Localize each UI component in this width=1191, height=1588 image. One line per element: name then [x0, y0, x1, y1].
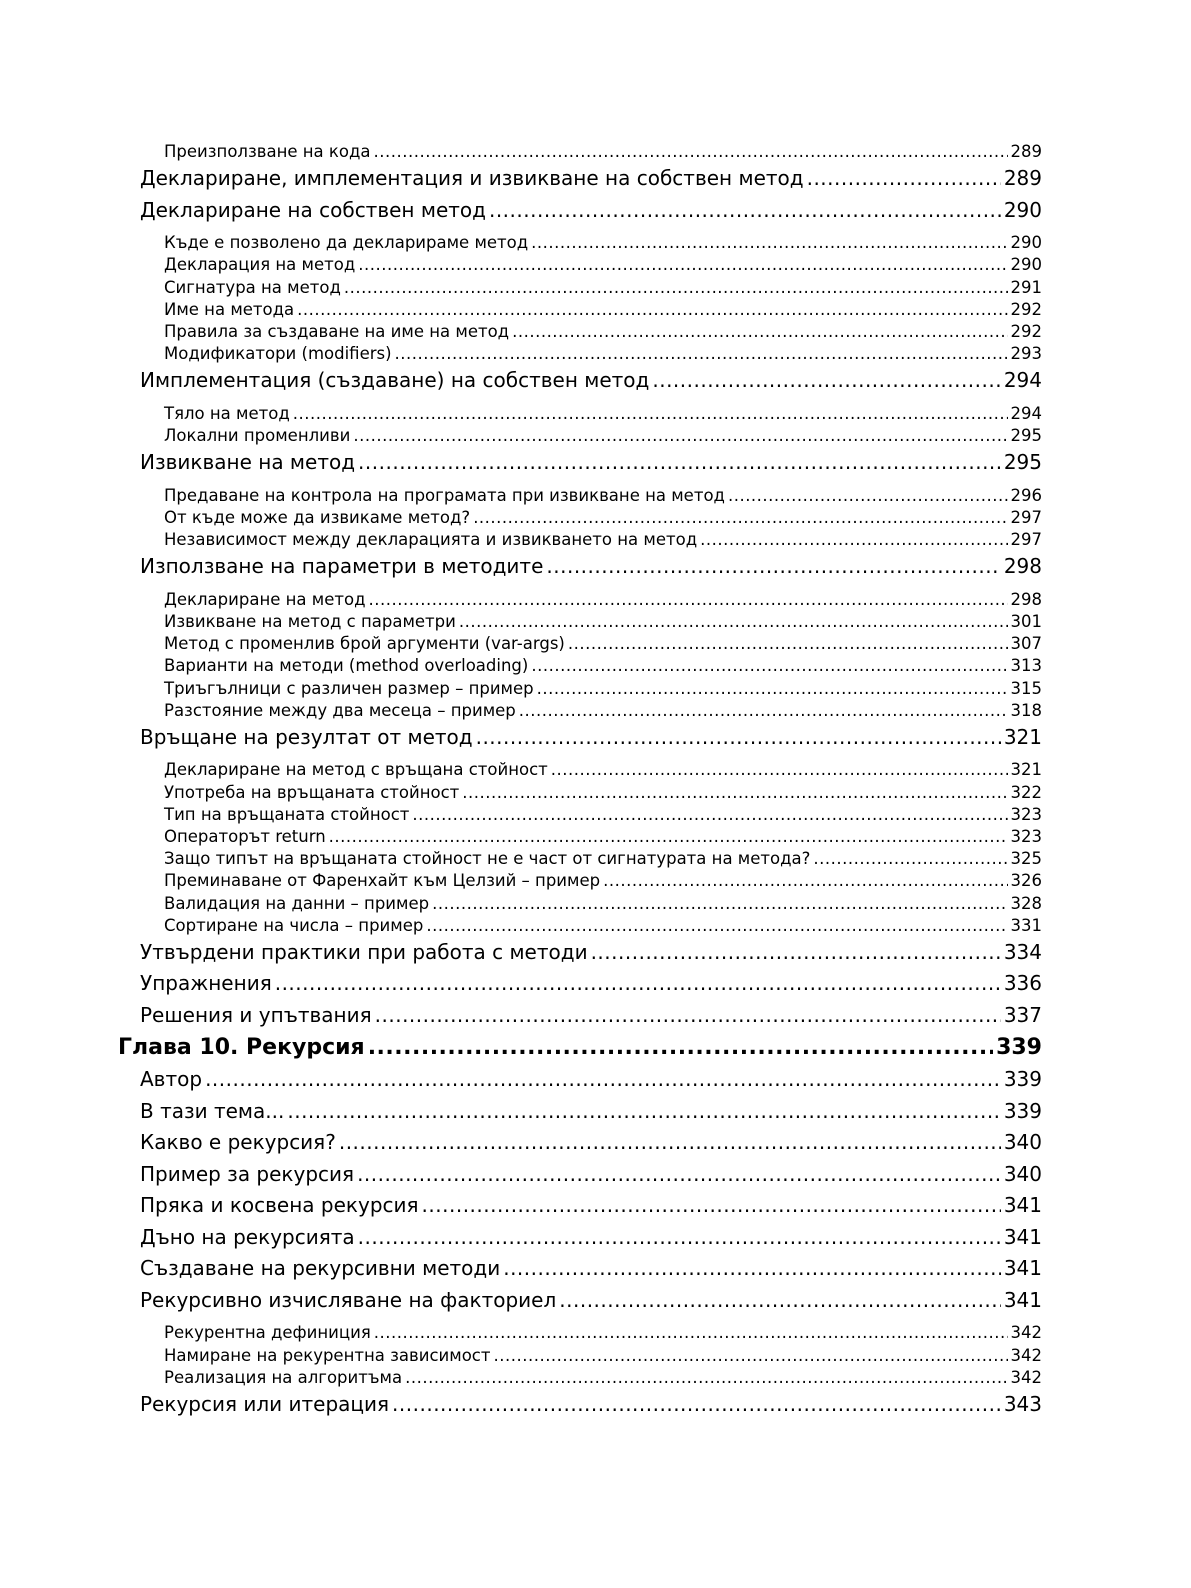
toc-entry-title: Операторът return	[164, 826, 326, 846]
toc-leader-dots	[344, 277, 1008, 299]
toc-entry-title: Дъно на рекурсията	[140, 1224, 355, 1249]
toc-entry[interactable]	[118, 1322, 1042, 1344]
toc-entry-title: Тип на връщаната стойност	[164, 804, 410, 824]
toc-entry-page: 290	[1010, 233, 1042, 253]
toc-entry-title: Рекурентна дефиниция	[164, 1323, 371, 1343]
toc-entry-page: 323	[1010, 804, 1042, 824]
toc-entry[interactable]	[118, 529, 1042, 551]
toc-entry[interactable]	[118, 870, 1042, 892]
toc-leader-dots	[395, 343, 1008, 365]
toc-entry[interactable]	[118, 321, 1042, 343]
toc-leader-dots	[462, 782, 1007, 804]
toc-entry[interactable]	[118, 1127, 1042, 1159]
toc-entry-page: 343	[1003, 1391, 1042, 1416]
toc-entry[interactable]	[118, 163, 1042, 195]
toc-entry-title: Пример за рекурсия	[140, 1161, 355, 1186]
toc-entry-page: 289	[1003, 166, 1042, 191]
toc-leader-dots	[329, 826, 1008, 848]
toc-entry[interactable]	[118, 937, 1042, 969]
toc-entry-page: 290	[1003, 197, 1042, 222]
toc-entry-page: 341	[1003, 1256, 1042, 1281]
toc-entry-title: Намиране на рекурентна зависимост	[164, 1345, 491, 1365]
toc-leader-dots	[603, 870, 1007, 892]
toc-entry-page: 291	[1010, 277, 1042, 297]
toc-entry-title: Създаване на рекурсивни методи	[140, 1256, 501, 1281]
toc-leader-dots	[531, 655, 1007, 677]
toc-entry-title: Къде е позволено да декларираме метод	[164, 233, 529, 253]
toc-entry-page: 340	[1003, 1130, 1042, 1155]
toc-leader-dots	[426, 915, 1007, 937]
toc-entry-page: 290	[1010, 255, 1042, 275]
toc-entry[interactable]	[118, 1096, 1042, 1128]
toc-entry-page: 323	[1010, 826, 1042, 846]
toc-leader-dots	[473, 507, 1007, 529]
toc-entry[interactable]	[118, 782, 1042, 804]
toc-entry-page: 321	[1010, 760, 1042, 780]
toc-entry[interactable]	[118, 1222, 1042, 1254]
toc-entry[interactable]	[118, 589, 1042, 611]
toc-entry-page: 322	[1010, 782, 1042, 802]
toc-entry-title: От къде може да извикаме метод?	[164, 507, 471, 527]
toc-entry-title: Декларация на метод	[164, 255, 356, 275]
toc-entry-title: Автор	[140, 1067, 203, 1092]
toc-entry-title: Преизползване на кода	[164, 142, 371, 161]
toc-entry[interactable]	[118, 343, 1042, 365]
toc-entry[interactable]	[118, 365, 1042, 397]
toc-entry[interactable]	[118, 254, 1042, 276]
toc-entry-page: 337	[1003, 1002, 1042, 1027]
toc-entry-page: 297	[1010, 507, 1042, 527]
toc-entry-title: Варианти на методи (method overloading)	[164, 656, 529, 676]
toc-entry-title: Деклариране, имплементация и извикване на собствен метод	[140, 166, 804, 191]
toc-entry-page: 313	[1010, 656, 1042, 676]
toc-entry-title: Независимост между декларацията и извикването на метод	[164, 530, 698, 550]
toc-entry[interactable]	[118, 759, 1042, 781]
toc-entry[interactable]	[118, 1064, 1042, 1096]
toc-entry-page: 339	[1003, 1098, 1042, 1123]
toc-entry-title: Реализация на алгоритъма	[164, 1367, 403, 1387]
toc-entry[interactable]	[118, 507, 1042, 529]
toc-entry-title: Име на метода	[164, 299, 295, 319]
toc-entry-title: Използване на параметри в методите	[140, 554, 544, 579]
toc-leader-dots	[432, 893, 1007, 915]
toc-entry[interactable]	[118, 195, 1042, 227]
toc-entry-title: Модификатори (modifiers)	[164, 344, 392, 364]
toc-entry[interactable]	[118, 915, 1042, 937]
toc-entry[interactable]	[118, 1190, 1042, 1222]
toc-leader-dots	[358, 254, 1007, 276]
toc-leader-dots	[728, 485, 1008, 507]
toc-entry-title: Решения и упътвания	[140, 1002, 372, 1027]
toc-entry[interactable]	[118, 722, 1042, 754]
toc-entry-title: Упражнения	[140, 971, 272, 996]
toc-leader-dots	[531, 232, 1007, 254]
toc-entry-title: Валидация на данни – пример	[164, 893, 430, 913]
toc-entry[interactable]	[118, 1253, 1042, 1285]
toc-entry-title: Локални променливи	[164, 426, 351, 445]
toc-entry[interactable]	[118, 678, 1042, 700]
toc-entry[interactable]	[118, 804, 1042, 826]
toc-leader-dots	[358, 1222, 1001, 1254]
toc-entry[interactable]	[118, 141, 1042, 163]
toc-entry-page: 340	[1003, 1161, 1042, 1186]
toc-entry[interactable]	[118, 826, 1042, 848]
toc-entry-page: 296	[1010, 485, 1042, 505]
toc-leader-dots	[568, 633, 1008, 655]
table-of-contents	[118, 141, 1042, 1420]
toc-entry[interactable]	[118, 700, 1042, 722]
toc-entry-page: 301	[1010, 611, 1042, 631]
toc-entry[interactable]	[118, 1159, 1042, 1191]
toc-entry[interactable]	[118, 1367, 1042, 1389]
toc-entry-page: 339	[996, 1035, 1042, 1061]
toc-entry-title: Деклариране на метод	[164, 589, 366, 609]
toc-leader-dots	[559, 1285, 1001, 1317]
toc-entry[interactable]	[118, 232, 1042, 254]
toc-entry-title: Сигнатура на метод	[164, 277, 341, 297]
toc-leader-dots	[375, 1000, 1001, 1032]
toc-entry-page: 328	[1010, 893, 1042, 913]
toc-leader-dots	[369, 589, 1008, 611]
toc-leader-dots	[275, 968, 1001, 1000]
toc-entry-title: Защо типът на връщаната стойност не е част от сигнатурата на метода?	[164, 849, 811, 869]
toc-entry-title: Имплементация (създаване) на собствен метод	[140, 368, 650, 393]
toc-leader-dots	[412, 804, 1007, 826]
toc-leader-dots	[476, 722, 1001, 754]
toc-entry-title: Тяло на метод	[164, 403, 290, 423]
toc-entry-title: Извикване на метод	[140, 450, 356, 475]
toc-entry-page: 325	[1010, 849, 1042, 869]
toc-entry-title: Утвърдени практики при работа с методи	[140, 939, 588, 964]
toc-entry[interactable]	[118, 611, 1042, 633]
toc-entry[interactable]	[118, 1389, 1042, 1421]
toc-entry-page: 339	[1003, 1067, 1042, 1092]
toc-leader-dots	[353, 425, 1007, 447]
toc-entry-title: Деклариране на метод с връщана стойност	[164, 760, 548, 780]
toc-entry-title: Преминаване от Фаренхайт към Целзий – пример	[164, 871, 601, 891]
toc-leader-dots	[339, 1127, 1001, 1159]
toc-entry[interactable]	[118, 633, 1042, 655]
toc-entry-title: Какво е рекурсия?	[140, 1130, 336, 1155]
toc-entry[interactable]	[118, 447, 1042, 479]
toc-entry[interactable]	[118, 1031, 1042, 1064]
toc-entry-title: Сортиране на числа – пример	[164, 915, 424, 935]
toc-entry-title: Метод с променлив брой аргументи (var-args)	[164, 634, 565, 654]
toc-entry-title: Извикване на метод с параметри	[164, 611, 456, 631]
toc-entry-page: 295	[1003, 450, 1042, 475]
toc-leader-dots	[813, 848, 1007, 870]
toc-entry-page: 321	[1003, 724, 1042, 749]
toc-entry-page: 294	[1003, 368, 1042, 393]
toc-entry-title: Правила за създаване на име на метод	[164, 321, 510, 341]
toc-leader-dots	[293, 403, 1008, 425]
toc-leader-dots	[392, 1389, 1001, 1421]
toc-entry-title: Рекурсия или итерация	[140, 1391, 390, 1416]
toc-entry-page: 342	[1010, 1367, 1042, 1387]
toc-leader-dots	[551, 759, 1008, 781]
toc-entry-page: 336	[1003, 971, 1042, 996]
toc-entry[interactable]	[118, 299, 1042, 321]
toc-entry-title: Предаване на контрола на програмата при извикване на метод	[164, 485, 725, 505]
toc-entry-page: 341	[1003, 1224, 1042, 1249]
toc-leader-dots	[489, 195, 1001, 227]
toc-entry-page: 341	[1003, 1287, 1042, 1312]
toc-entry-page: 307	[1010, 634, 1042, 654]
toc-entry-title: Пряка и косвена рекурсия	[140, 1193, 419, 1218]
toc-entry[interactable]	[118, 1285, 1042, 1317]
toc-entry-page: 292	[1010, 299, 1042, 319]
toc-leader-dots	[459, 611, 1008, 633]
toc-entry-page: 295	[1010, 426, 1042, 445]
toc-entry-title: Употреба на връщаната стойност	[164, 782, 460, 802]
toc-leader-dots	[373, 141, 1007, 163]
toc-leader-dots	[374, 1322, 1008, 1344]
toc-entry-page: 292	[1010, 321, 1042, 341]
toc-entry-page: 298	[1010, 589, 1042, 609]
toc-entry-page: 318	[1010, 700, 1042, 720]
toc-entry-title: Триъгълници с различен размер – пример	[164, 678, 534, 698]
toc-entry[interactable]	[118, 655, 1042, 677]
toc-leader-dots	[368, 1031, 993, 1064]
toc-leader-dots	[358, 447, 1001, 479]
toc-entry-page: 326	[1010, 871, 1042, 891]
toc-leader-dots	[700, 529, 1007, 551]
toc-entry[interactable]	[118, 848, 1042, 870]
toc-leader-dots	[652, 365, 1000, 397]
toc-entry-page: 334	[1003, 939, 1042, 964]
toc-entry[interactable]	[118, 277, 1042, 299]
toc-leader-dots	[503, 1253, 1001, 1285]
toc-leader-dots	[205, 1064, 1001, 1096]
toc-leader-dots	[537, 678, 1008, 700]
toc-entry-title: В тази тема...	[140, 1098, 285, 1123]
toc-entry-page: 342	[1010, 1345, 1042, 1365]
toc-entry[interactable]	[118, 425, 1042, 447]
toc-leader-dots	[591, 937, 1001, 969]
toc-entry-title: Връщане на резултат от метод	[140, 724, 473, 749]
toc-entry-page: 342	[1010, 1323, 1042, 1343]
toc-entry[interactable]	[118, 403, 1042, 425]
toc-entry-title: Рекурсивно изчисляване на факториел	[140, 1287, 557, 1312]
toc-leader-dots	[493, 1345, 1007, 1367]
toc-entry-page: 289	[1010, 142, 1042, 161]
toc-leader-dots	[287, 1096, 1000, 1128]
toc-leader-dots	[297, 299, 1007, 321]
toc-entry-title: Деклариране на собствен метод	[140, 197, 486, 222]
toc-entry[interactable]	[118, 1345, 1042, 1367]
toc-entry-page: 298	[1003, 554, 1042, 579]
toc-leader-dots	[512, 321, 1007, 343]
toc-entry-page: 341	[1003, 1193, 1042, 1218]
toc-entry-page: 293	[1010, 344, 1042, 364]
toc-leader-dots	[422, 1190, 1001, 1222]
toc-entry-page: 294	[1010, 403, 1042, 423]
toc-entry-page: 297	[1010, 530, 1042, 550]
toc-leader-dots	[546, 551, 1000, 583]
toc-leader-dots	[405, 1367, 1007, 1389]
toc-entry[interactable]	[118, 551, 1042, 583]
toc-entry[interactable]	[118, 1000, 1042, 1032]
toc-leader-dots	[807, 163, 1001, 195]
toc-entry-page: 315	[1010, 678, 1042, 698]
toc-entry[interactable]	[118, 893, 1042, 915]
toc-leader-dots	[357, 1159, 1001, 1191]
toc-entry[interactable]	[118, 968, 1042, 1000]
toc-entry-title: Глава 10. Рекурсия	[118, 1035, 365, 1061]
toc-entry[interactable]	[118, 485, 1042, 507]
toc-leader-dots	[519, 700, 1008, 722]
toc-entry-title: Разстояние между два месеца – пример	[164, 700, 516, 720]
toc-entry-page: 331	[1010, 915, 1042, 935]
